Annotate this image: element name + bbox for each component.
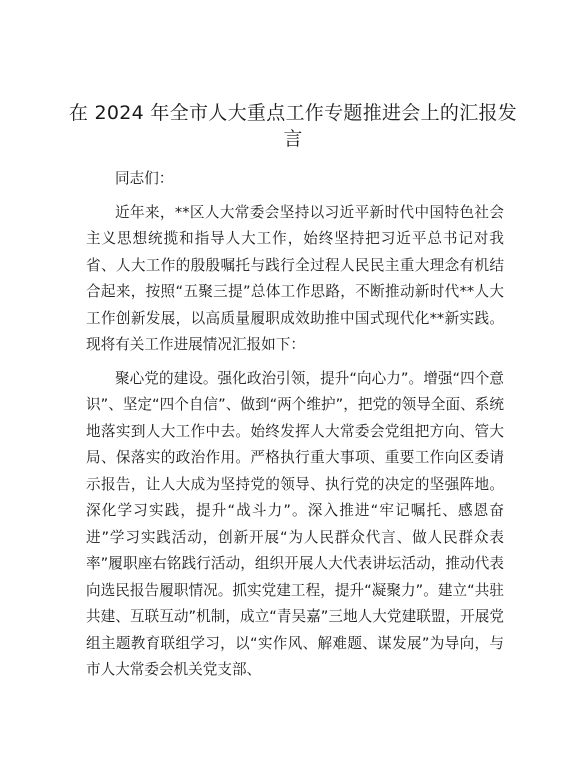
greeting-line: 同志们：: [115, 170, 174, 187]
document-title: 在 2024 年全市人大重点工作专题推进会上的汇报发言: [68, 102, 518, 150]
paragraph-party-building: 聚心党的建设。强化政治引领，提升“向心力”。增强“四个意识”、坚定“四个自信”、做到“两个维护”，把党的领导全面、系统地落实到人大工作中去。始终发挥人大常委会党组把方向、管大局、保落实的政治作用。严格执行重大事项、重要工作向区委请示报告，让人大成为坚持党的领导、执行党的决定的坚强阵地。深化学习实践，提升“战斗力”。深入推进“牢记嘱托、感恩奋进”学习实践活动，创新开展“为人民群众代言、做人民群众表率”履职座右铭践行活动，组织开展人大代表讲坛活动，推动代表向选民报告履职情况。抓实党建工程，提升“凝聚力”。建立“共驻共建、互联互动”机制，成立“青吴嘉”三地人大党建联盟，开展党组主题教育联组学习，以“实作风、解难题、谋发展”为导向，与市人大常委会机关党支部、: [86, 369, 504, 678]
document-body: [86, 166, 504, 684]
paragraph-intro: 近年来，**区人大常委会坚持以习近平新时代中国特色社会主义思想统揽和指导人大工作，始终坚持把习近平总书记对我省、人大工作的殷殷嘱托与践行全过程人民民主重大理念有机结合起来，按照“五聚三提”总体工作思路，不断推动新时代**人大工作创新发展，以高质量履职成效助推中国式现代化**新实践。现将有关工作进展情况汇报如下：: [86, 203, 504, 353]
